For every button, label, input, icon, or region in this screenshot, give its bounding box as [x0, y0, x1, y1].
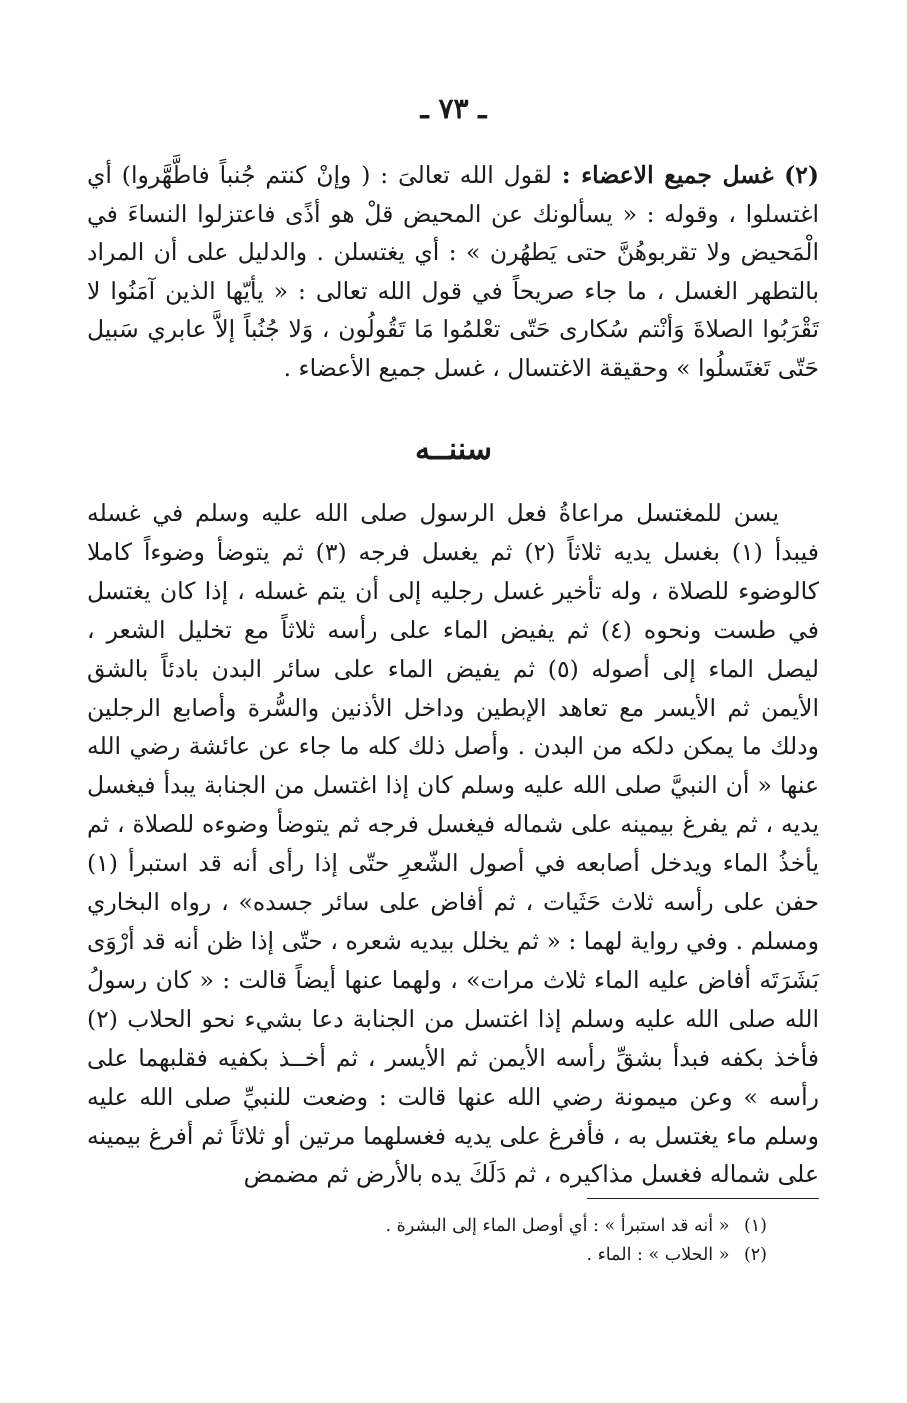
paragraph-body: يسن للمغتسل مراعاةُ فعل الرسول صلى الله عليه وسلم في غسله فيبدأ (١) بغسل يديه ثلاثاً (٢) ثم يغسل فرجه (٣) ثم يتوضأ وضوءاً كاملا كالوضوء للصلاة ، وله تأخير غسل رجليه إلى أن يتم غسله ، إذا كان يغتسل في طست ونحوه (٤) ثم يفيض الماء على رأسه ثلاثاً مع تخليل الشعر ، ليصل الماء إلى أصوله (٥) ثم يفيض الماء على سائر البدن بادئاً بالشق الأيمن ثم الأيسر مع تعاهد الإبطين وداخل الأذنين والسُّرة وأصابع الرجلين ودلك ما يمكن دلكه من البدن . وأصل ذلك كله ما جاء عن عائشة رضي الله عنها « أن النبيَّ صلى الله عليه وسلم كان إذا اغتسل من الجنابة يبدأ فيغسل يديه ، ثم يفرغ بيمينه على شماله فيغسل فرجه ثم يتوضأ وضوءه للصلاة ، ثم يأخذُ الماء ويدخل أصابعه في أصول الشّعرِ حتّى إذا رأى أنه قد استبرأ (١) حفن على رأسه ثلاث حَثَيات ، ثم أفاض على سائر جسده» ، رواه البخاري ومسلم . وفي رواية لهما : « ثم يخلل بيديه شعره ، حتّى إذا ظن أنه قد أرْوَى بَشَرَتَه أفاض عليه الماء ثلاث مرات» ، ولهما عنها أيضاً قالت : « كان رسولُ الله صلى الله عليه وسلم إذا اغتسل من الجنابة دعا بشيء نحو الحلاب (٢) فأخذ بكفه فبدأ بشقِّ رأسه الأيمن ثم الأيسر ، ثم أخــذ بكفيه فقلبهما على رأسه » وعن ميمونة رضي الله عنها قالت : وضعت للنبيِّ صلى الله عليه وسلم ماء يغتسل به ، فأفرغ على يديه فغسلهما مرتين أو ثلاثاً ثم أفرغ بيمينه على شماله فغسل مذاكيره ، ثم دَلَكَ يده بالأرض ثم مضمض: [87, 499, 819, 1189]
page-number: ـ ٧٣ ـ: [420, 92, 487, 125]
paragraph-washing-all-limbs: [87, 156, 819, 388]
paragraph-sunan: [87, 494, 819, 1194]
footnote-number: (٢): [743, 1245, 767, 1265]
footnote-text: « أنه قد استبرأ » : أي أوصل الماء إلى البشرة .: [385, 1216, 730, 1236]
footnote-2: [87, 1241, 767, 1270]
section-heading: سننــه: [415, 432, 492, 467]
footnote-text: « الحلاب » : الماء .: [586, 1245, 730, 1265]
footnote-number: (١): [743, 1216, 767, 1236]
paragraph-body: لقول الله تعالىَ : ( وإنْ كنتم جُنباً فاطَّهَّروا) أي اغتسلوا ، وقوله : « يسألونك عن المحيض قلْ هو أذًى فاعتزلوا النساءَ في الْمَحيض ولا تقربوهُنَّ حتى يَطهُرن » : أي يغتسلن . والدليل على أن المراد بالتطهر الغسل ، ما جاء صريحاً في قول الله تعالى : « يأيّها الذين آمَنُوا لا تَقْرَبُوا الصلاةَ وَأنْتم سُكارى حَتّى تعْلمُوا مَا تَقُولُون ، وَلا جُنُباً إلاَّ عابري سَبيل حَتّى تَغتَسلُوا » وحقيقة الاغتسال ، غسل جميع الأعضاء .: [87, 161, 819, 382]
footnotes: [87, 1212, 767, 1270]
footnote-divider: [587, 1198, 819, 1199]
paragraph-lead-heading: (٢) غسل جميع الاعضاء :: [561, 161, 819, 189]
footnote-1: [87, 1212, 767, 1241]
